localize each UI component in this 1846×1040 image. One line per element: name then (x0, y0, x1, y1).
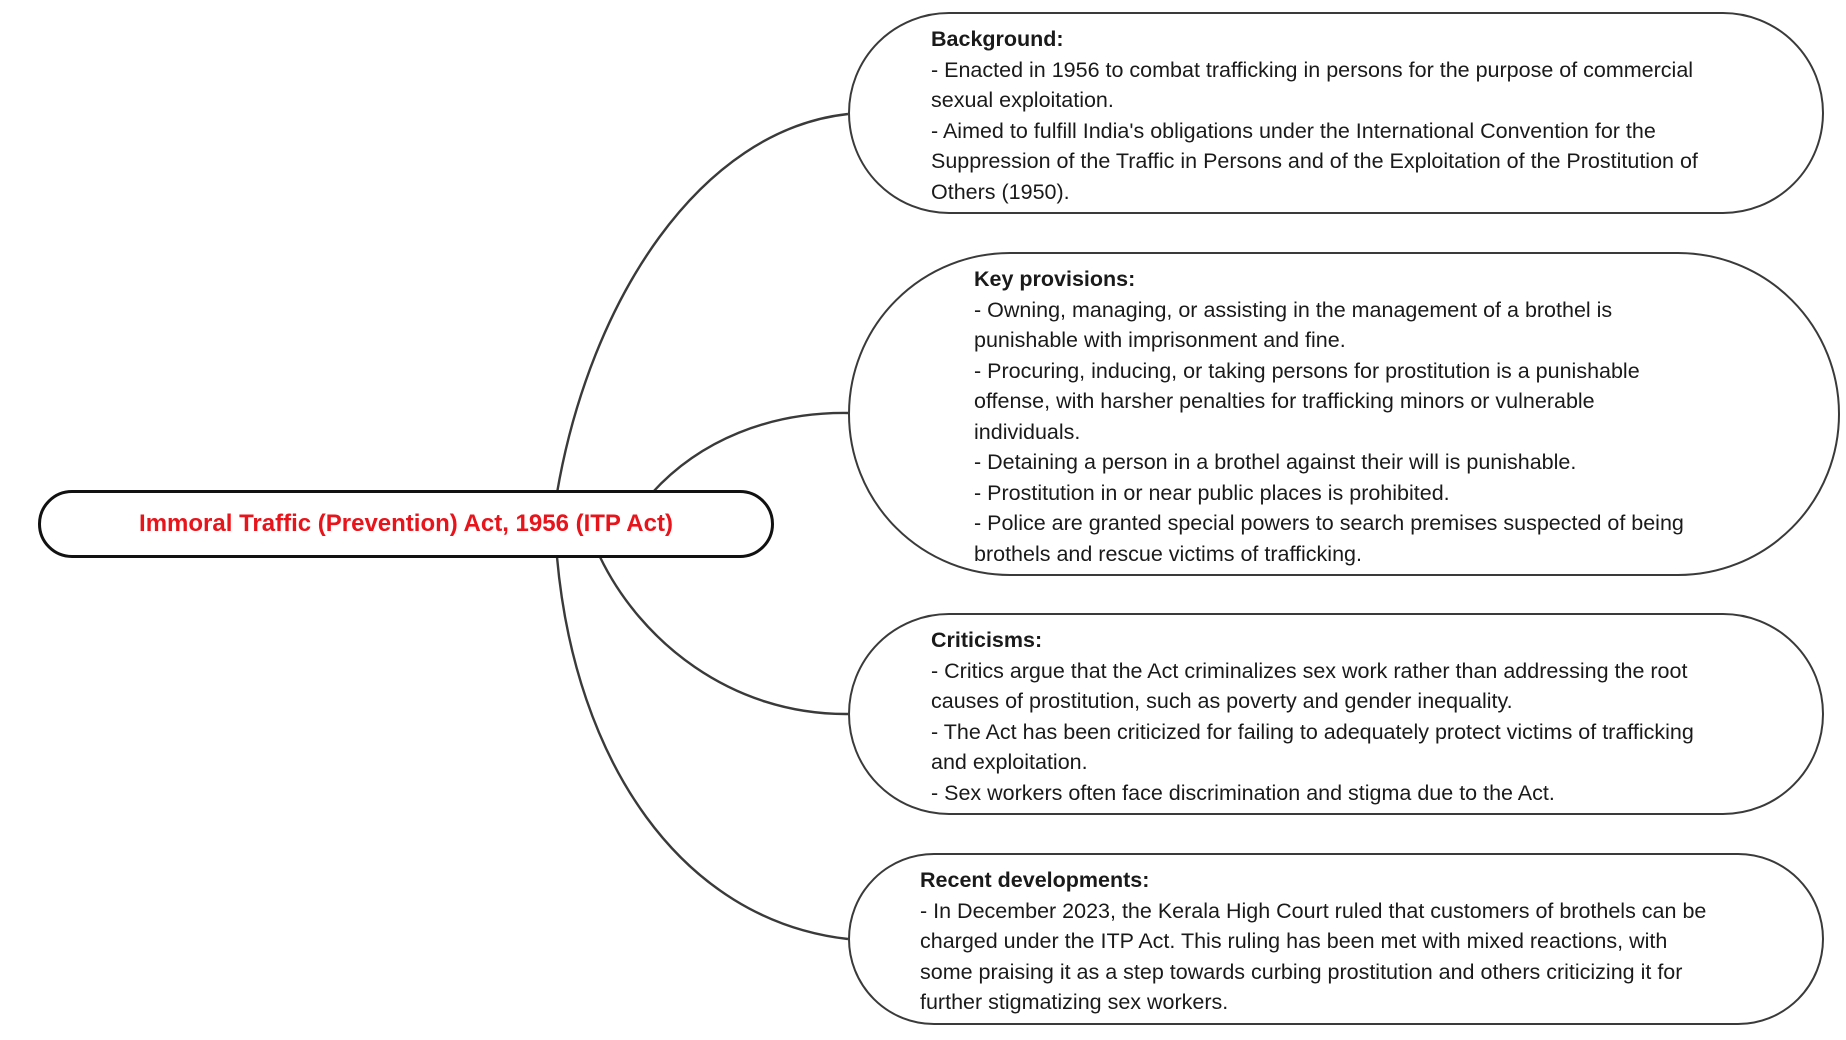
criticisms-line: - Sex workers often face discrimination and stigma due to the Act. (931, 780, 1555, 805)
criticisms-heading: Criticisms: (931, 628, 1043, 652)
key-provisions-line: - Police are granted special powers to search premises suspected of being (974, 511, 1684, 535)
recent-developments-line: charged under the ITP Act. This ruling has been met with mixed reactions, with (920, 929, 1668, 953)
key-provisions-line: - Prostitution in or near public places is prohibited. (974, 480, 1450, 505)
connector-key-provisions (652, 413, 848, 493)
recent-developments-heading: Recent developments: (920, 868, 1150, 892)
central-topic-node (38, 490, 774, 558)
key-provisions-line: - Owning, managing, or assisting in the management of a brothel is (974, 297, 1613, 322)
background-line: - Enacted in 1956 to combat trafficking in persons for the purpose of commercial (931, 57, 1694, 82)
key-provisions-line: punishable with imprisonment and fine. (974, 328, 1346, 352)
background-heading: Background: (931, 27, 1064, 51)
background-node (848, 12, 1824, 214)
criticisms-node (848, 613, 1824, 815)
key-provisions-line: - Procuring, inducing, or taking persons for prostitution is a punishable (974, 358, 1640, 383)
central-topic-title: Immoral Traffic (Prevention) Act, 1956 (ITP Act) (139, 510, 673, 537)
background-line: Others (1950). (931, 179, 1070, 204)
key-provisions-node (848, 252, 1840, 576)
criticisms-line: - Critics argue that the Act criminalizes sex work rather than addressing the root (931, 658, 1688, 683)
recent-developments-text (920, 865, 1706, 1018)
criticisms-line: - The Act has been criticized for failing to adequately protect victims of trafficking (931, 719, 1694, 744)
criticisms-text (931, 625, 1694, 808)
background-text (931, 24, 1698, 207)
background-line: sexual exploitation. (931, 88, 1114, 112)
recent-developments-line: further stigmatizing sex workers. (920, 990, 1229, 1014)
recent-developments-node (848, 853, 1824, 1025)
connector-recent-developments (557, 557, 848, 939)
criticisms-line: and exploitation. (931, 750, 1088, 774)
connector-criticisms (600, 557, 848, 714)
background-line: - Aimed to fulfill India's obligations under the International Convention for the (931, 118, 1656, 143)
recent-developments-line: - In December 2023, the Kerala High Court ruled that customers of brothels can be (920, 898, 1707, 923)
key-provisions-line: - Detaining a person in a brothel against their will is punishable. (974, 450, 1577, 474)
key-provisions-line: brothels and rescue victims of trafficking. (974, 541, 1362, 566)
key-provisions-heading: Key provisions: (974, 267, 1136, 291)
key-provisions-line: offense, with harsher penalties for trafficking minors or vulnerable (974, 389, 1595, 413)
connector-background (557, 114, 848, 493)
background-line: Suppression of the Traffic in Persons and of the Exploitation of the Prostitution of (931, 149, 1698, 173)
key-provisions-line: individuals. (974, 419, 1081, 444)
criticisms-line: causes of prostitution, such as poverty and gender inequality. (931, 689, 1513, 713)
key-provisions-text (974, 264, 1684, 569)
recent-developments-line: some praising it as a step towards curbing prostitution and others criticizing it for (920, 959, 1683, 984)
